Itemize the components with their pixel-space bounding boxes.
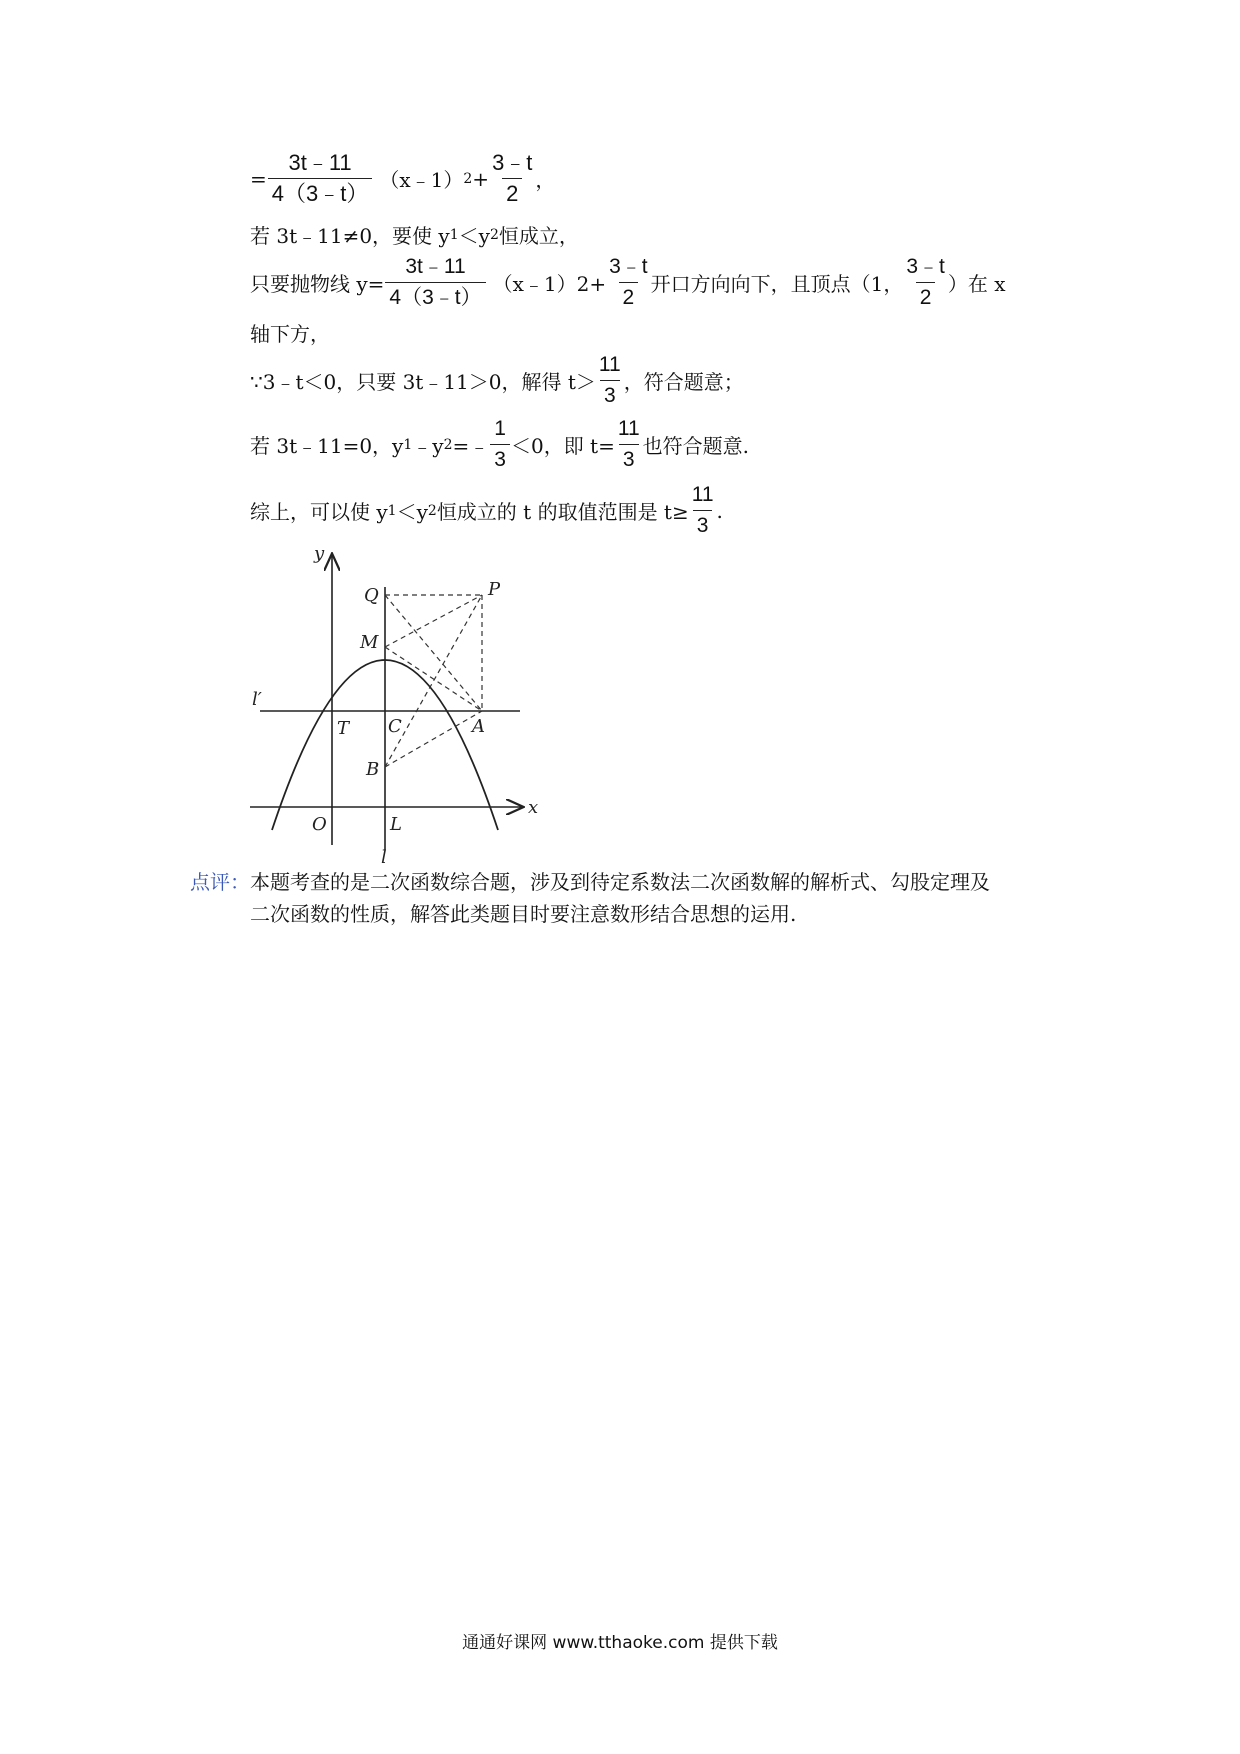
page-footer: 通通好课网 www.tthaoke.com 提供下载	[462, 1633, 778, 1653]
fraction-numerator: 11	[617, 417, 640, 440]
fraction-numerator: 11	[691, 483, 714, 506]
equals-sign: =	[250, 166, 267, 191]
label-O: O	[312, 814, 327, 835]
label-L: L	[390, 814, 402, 835]
text-segment: ）在 x	[947, 272, 1006, 296]
fraction-numerator: 3﹣t	[492, 150, 533, 175]
text-segment: .	[716, 498, 723, 523]
label-Q: Q	[364, 585, 379, 606]
subscript: 2	[443, 436, 453, 453]
fraction-numerator: 3﹣t	[906, 255, 945, 278]
subscript: 2	[489, 226, 499, 243]
label-B: B	[366, 759, 380, 780]
solution-line-6	[250, 416, 749, 473]
term-x-minus-1: （x﹣1）	[379, 168, 464, 192]
label-x: x	[528, 797, 539, 818]
fraction-numerator: 3﹣t	[609, 255, 648, 278]
label-y: y	[314, 545, 325, 564]
text-segment: ＜y	[458, 224, 490, 248]
text-segment: =﹣	[452, 434, 490, 458]
text-segment: 恒成立，	[498, 224, 579, 248]
solution-line-2	[250, 220, 579, 249]
text-segment: 开口方向向下，且顶点（1，	[650, 272, 904, 296]
fraction-one-third	[490, 416, 510, 473]
label-T: T	[337, 718, 350, 739]
fraction-numerator: 3t﹣11	[288, 150, 352, 175]
parabola-diagram	[240, 545, 540, 865]
text-segment: 若 3t﹣11≠0，要使 y	[250, 224, 450, 248]
fraction-eleven-thirds	[597, 352, 623, 409]
solution-line-5	[250, 352, 744, 409]
label-C: C	[388, 716, 402, 737]
fraction-denominator: 2	[619, 282, 639, 311]
label-P: P	[488, 579, 501, 600]
label-l-prime: l′	[252, 689, 262, 710]
text-segment: ＜y	[396, 500, 428, 524]
fraction-eleven-thirds	[690, 482, 716, 539]
solution-line-7	[250, 482, 723, 539]
subscript: 1	[403, 436, 413, 453]
subscript: 2	[427, 502, 437, 519]
text-segment: 综上，可以使 y	[250, 500, 388, 524]
text-segment: ﹣y	[412, 434, 444, 458]
solution-line-1	[250, 150, 555, 207]
subscript: 1	[449, 226, 459, 243]
text-segment: ＜0，即 t=	[510, 434, 615, 458]
fraction-coefficient	[268, 150, 373, 207]
text-segment: ，符合题意；	[623, 370, 744, 394]
text-segment: （x﹣1）2+	[492, 272, 607, 296]
comment-text-line-1: 本题考查的是二次函数综合题，涉及到待定系数法二次函数解的解析式、勾股定理及	[250, 870, 990, 894]
text-segment: 轴下方，	[250, 322, 330, 346]
fraction-constant	[607, 254, 650, 311]
fraction-denominator: 2	[502, 178, 522, 207]
fraction-numerator: 1	[494, 417, 506, 440]
fraction-denominator: 3	[600, 380, 620, 409]
solution-line-4	[250, 318, 330, 347]
text-segment: 恒成立的 t 的取值范围是 t≥	[436, 500, 689, 524]
fraction-denominator: 4（3﹣t）	[268, 178, 373, 207]
fraction-vertex-y	[904, 254, 947, 311]
fraction-denominator: 3	[693, 510, 713, 539]
fraction-denominator: 4（3﹣t）	[385, 282, 485, 311]
fraction-constant	[490, 150, 534, 207]
fraction-denominator: 3	[490, 444, 510, 473]
fraction-denominator: 2	[916, 282, 936, 311]
plus-sign: +	[472, 166, 490, 191]
label-A: A	[472, 716, 485, 737]
label-M: M	[360, 632, 379, 653]
fraction-eleven-thirds	[616, 416, 642, 473]
comma: ，	[535, 168, 556, 192]
solution-line-3	[250, 254, 1006, 311]
text-segment: 若 3t﹣11=0，y	[250, 434, 404, 458]
comment-label: 点评：	[190, 870, 250, 894]
fraction-numerator: 3t﹣11	[405, 255, 466, 278]
subscript: 1	[387, 502, 397, 519]
label-l: l	[381, 847, 387, 865]
fraction-denominator: 3	[619, 444, 639, 473]
text-segment: 也符合题意.	[642, 434, 750, 458]
comment-text-line-2: 二次函数的性质，解答此类题目时要注意数形结合思想的运用.	[250, 902, 797, 926]
exponent: 2	[463, 170, 473, 187]
dashed-segments	[385, 595, 482, 767]
text-segment: 只要抛物线 y=	[250, 272, 385, 296]
fraction-coefficient	[385, 254, 485, 311]
text-segment: ∵3﹣t＜0，只要 3t﹣11＞0，解得 t＞	[250, 370, 596, 394]
fraction-numerator: 11	[598, 353, 621, 376]
comment-section	[190, 866, 1070, 930]
